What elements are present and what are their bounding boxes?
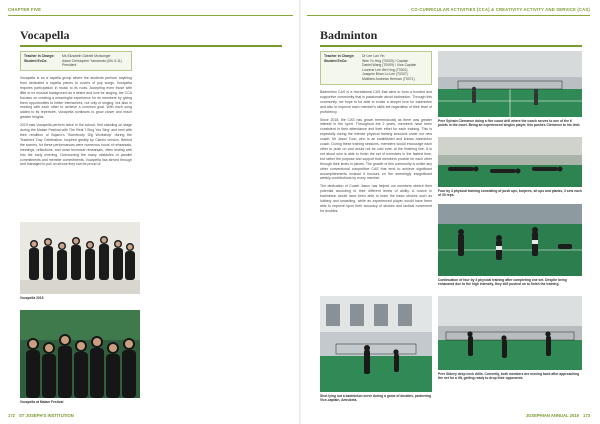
photo-caption: Shot lying out a badminton serve during a game of doubles, partnering Vice-captain, Amrubela. [320,394,432,403]
serve-photo [320,296,432,392]
teacher-keys [324,54,362,82]
vocapella-teacher-box [20,51,132,71]
student-value: President [62,63,77,68]
badminton-title-rule [320,45,582,47]
student-value: Daniel Wang (T0009) / Vice-Captain [362,63,417,68]
vocapella-title: Vocapella [20,28,70,42]
net-drill-photo [438,296,582,370]
student-value: Lourens Lee Wei Hng (T0001) [362,67,408,72]
student-value: Adam Christopher Yamamoto (IBL 5.11) [62,58,122,63]
teacher-values [62,54,128,68]
page-gutter [299,0,301,424]
teacher-key: Teacher in Charge: [24,54,55,58]
court-drill-photo [438,51,582,117]
page-number: 173 [583,413,590,418]
chapter-header: CHAPTER FIVE [8,7,42,12]
photo-caption: Vocapella 2019 [20,296,44,300]
section-header: CO-CURRICULAR ACTIVITIES (CCA) & CREATIVITY ACTIVITY AND SERVICE (CAS) [411,7,590,12]
header-rule-right [307,15,590,16]
vocapella-group-photo [20,222,140,294]
teacher-value: Ms Elizabeth Gabriel Moissinger [62,54,111,58]
body-paragraph: Since 2018, the CAS has grown tremendously as there was greater interest in the sport. Throughout the 2 years, members have been consistent in their attendance and their effort for each training. This is especially during the intense physical training sessions under our new coach, Mr Jason Toon, who is an established and known badminton coach. During these training sessions, members would encourage each other to push on and would not be cold even at the finishing line. It is not about who is able to finish the set of exercises in the fastest time, but rather the purpose and support that members provide for each other through their times in pieces. The growth of this community is unlike any other conventional competitive CAS that tend to achieve significant accomplishments instead it focuses on the seemingly insignificant weekly contributions by every member. [320,117,432,181]
photo-caption: Continuation of four by 4 physical training after completing one set. Despite being exhausted due to the high intensity, they still pushed on to finish the training. [438,278,567,287]
after-training-photo [438,204,582,276]
teacher-keys [24,54,62,68]
header-rule-left [8,15,293,16]
body-paragraph: The dedication of Coach Jason has helped our members stretch their potential according to their different levels of ability. A novice in badminton would have been able to learn the basic strokes such as lobbing and smashing, while an experienced player would have been able to improve upon their accuracy of strokes and tactical movement for doubles. [320,184,432,213]
physical-training-photo [438,137,582,187]
student-value: Matthew Andrews Herman (T0071) [362,76,415,81]
student-key: Student ExCo: [324,58,348,63]
photo-caption: Peer Sylvain Clemence doing a five count drill where the coach serves to one of the 6 points in the court. Being an experienced singles player, this pushes Clemence to his limit. [438,119,581,128]
footer-text: ST JOSEPH'S INSTITUTION [19,413,74,418]
photo-caption: Vocapella at Malam Festival [20,400,64,404]
teacher-values [362,54,428,82]
student-key: Student ExCo: [24,58,48,63]
photo-caption: Four by 4 physical training consisting of push ups, burpees, sit ups and planks, 3 sets each of 30 reps. [438,189,582,198]
badminton-body [320,90,432,217]
vocapella-body [20,76,132,170]
teacher-value: Dr Lee Lan Yin [362,54,385,58]
student-value: Wee Yu Hng (T0003) / Captain [362,58,409,63]
vocapella-festival-photo [20,310,140,398]
badminton-teacher-box [320,51,432,85]
left-footer [8,413,74,418]
teacher-key: Teacher in Charge: [324,54,355,58]
photo-caption: Peer Sidney deep neck drills. Currently, both members are moving back after approaching the net for a lift, getting ready to drop their opponents. [438,372,580,381]
right-footer [526,413,590,418]
body-paragraph: Vocapella is an a capella group where the students perform anything from dedicated a capella pieces to covers of pop songs. Vocapella requires participation in music to its roots. Accepting even those with little or no musical background as a desire and love for singing, the CCA focuses on creating a meaningful experience for its members by giving them opportunities to better themselves, not only in singing, but also in working with each other to achieve a common goal. With each song added to its repertoire, Vocapella continues to grow closer and reach greater heights. [20,76,132,120]
student-value: Joaquim Brian Lo Lee (T0007) [362,72,408,77]
vocapella-title-rule [20,45,282,47]
badminton-title: Badminton [320,28,378,42]
footer-text: JOSEPHIAN ANNUAL 2019 [525,413,579,418]
page-number: 172 [8,413,15,418]
body-paragraph: Badminton CAS is a recreational CAS that aims to form a bonded and supportive community that is passionate about badminton. Through this community, we hope to be able to evoke a deeper love for badminton and also to improve each member's skills set regardless of their level of proficiency. [320,90,432,114]
body-paragraph: 2019 saw Vocapella perform twice in the school, first standing on stage during the Malam Festival with The Real 'I Sing You Sing' and next with their rendition of Bojano's 'Somebody Dig Workshop' during the Teachers' Day Celebration. Inspired greatly by Clara's version. Behind the scenes, for these performances were numerous hours of rehearsals, meetings, reflections, and close technical rehearsals, often testing well into the early morning. Overcoming the many obstacles of parallel commitments and member commitments, Vocapella has strived through and managed to pull on shows they can be proud of. [20,123,132,167]
